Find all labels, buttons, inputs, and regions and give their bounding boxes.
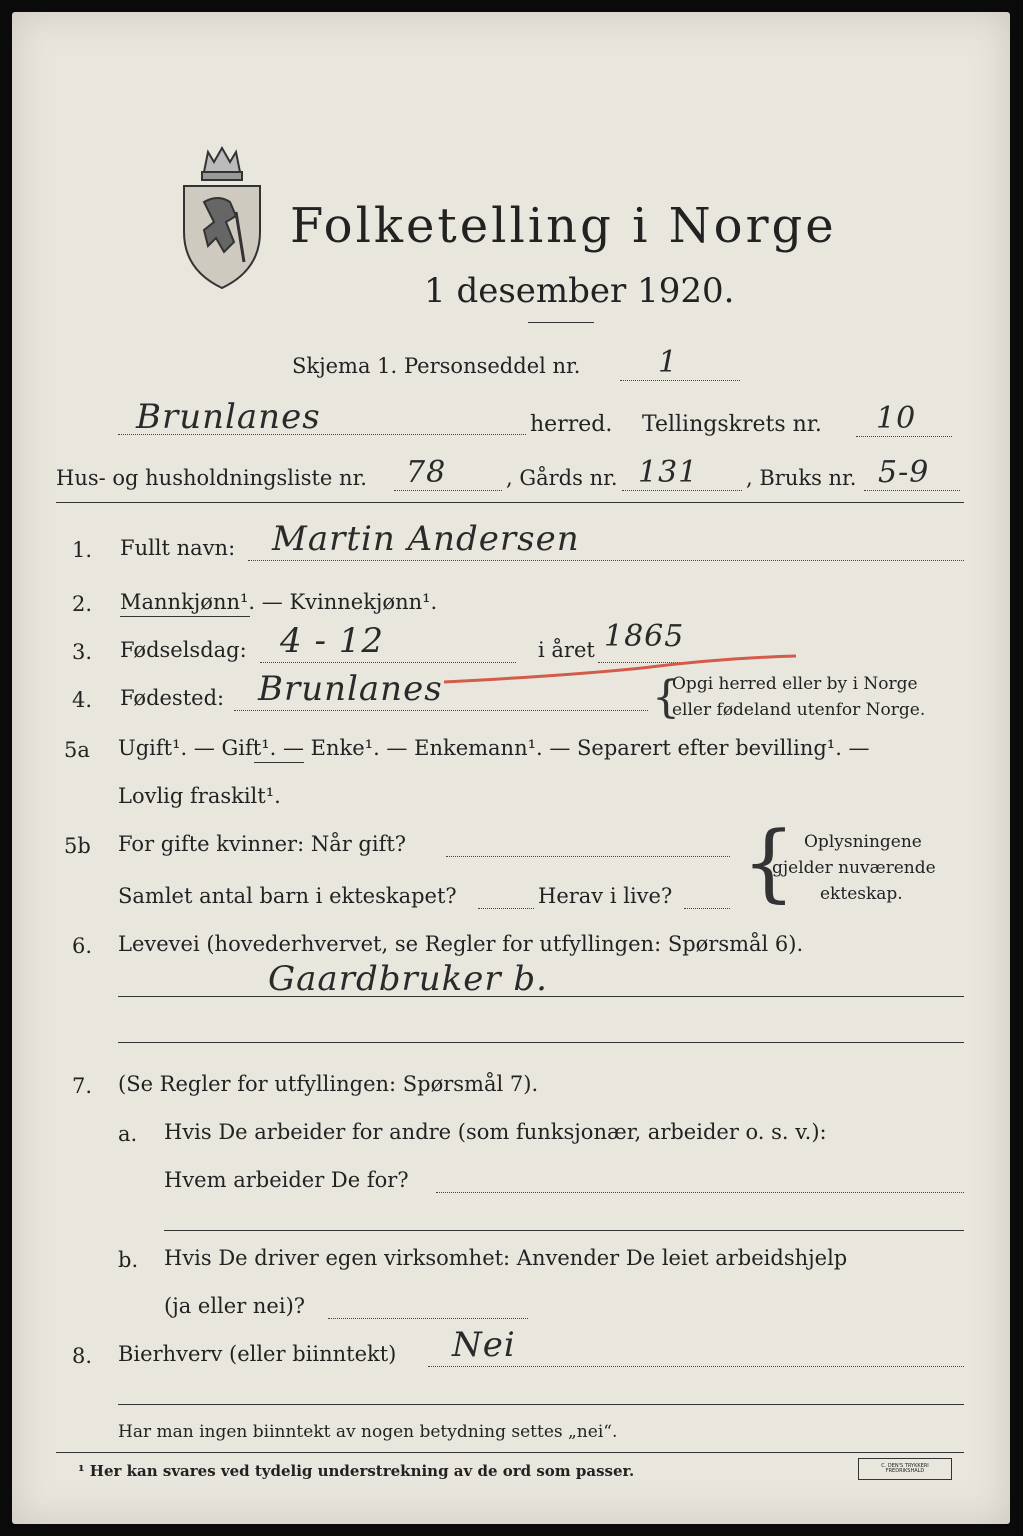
q5b-label-2: Samlet antal barn i ekteskapet? <box>118 884 457 908</box>
census-date: 1 desember 1920. <box>424 271 735 311</box>
q5a-gift-underline <box>254 762 304 763</box>
q5a-number: 5a <box>64 738 90 762</box>
personseddel-line <box>620 380 740 381</box>
tellingskrets-line <box>856 436 952 437</box>
q3-number: 3. <box>72 640 93 664</box>
gards-value[interactable]: 131 <box>638 455 699 490</box>
q4-note-1: Opgi herred eller by i Norge <box>672 674 918 694</box>
printer-stamp-text: C. DEN'S TRYKKERI FREDRIKSHALD <box>881 1462 929 1474</box>
q4-label: Fødested: <box>120 686 225 710</box>
q7a-line-2 <box>164 1230 964 1231</box>
hus-label: Hus- og husholdningsliste nr. <box>56 466 367 490</box>
q5b-line-1 <box>446 856 730 857</box>
q7a-line-1 <box>436 1192 964 1193</box>
q7b-letter: b. <box>118 1248 139 1272</box>
q4-note-2: eller fødeland utenfor Norge. <box>672 700 926 720</box>
footnote: ¹ Her kan svares ved tydelig understrekning av de ord som passer. <box>78 1462 635 1480</box>
footer-note: Har man ingen biinntekt av nogen betydning settes „nei“. <box>118 1422 618 1442</box>
q3-year-label: i året <box>538 638 595 662</box>
q7a-letter: a. <box>118 1122 138 1146</box>
personseddel-label: Personseddel nr. <box>404 354 581 378</box>
q8-number: 8. <box>72 1344 93 1368</box>
tellingskrets-label: Tellingskrets nr. <box>642 412 822 437</box>
q1-line <box>248 560 964 561</box>
hus-value[interactable]: 78 <box>406 455 447 490</box>
schema-label: Skjema 1. <box>292 354 398 378</box>
q8-line <box>428 1366 964 1367</box>
q1-number: 1. <box>72 538 93 562</box>
personseddel-value[interactable]: 1 <box>658 345 679 380</box>
q8-label: Bierhverv (eller biinntekt) <box>118 1342 397 1366</box>
q8-value[interactable]: Nei <box>452 1325 516 1365</box>
q4-value[interactable]: Brunlanes <box>258 669 443 709</box>
q7-number: 7. <box>72 1074 93 1098</box>
gards-line <box>622 490 742 491</box>
q4-line <box>234 710 648 711</box>
q2-number: 2. <box>72 592 93 616</box>
q6-line-1 <box>118 996 964 997</box>
herred-label: herred. <box>530 412 613 437</box>
q5b-number: 5b <box>64 834 91 858</box>
q5b-note-3: ekteskap. <box>820 884 903 904</box>
q5a-text-2: Lovlig fraskilt¹. <box>118 784 281 808</box>
q5b-line-3 <box>684 908 730 909</box>
q3-value[interactable]: 4 - 12 <box>280 621 384 661</box>
title-divider <box>528 322 594 323</box>
q2-text: Mannkjønn¹. — Kvinnekjønn¹. <box>120 590 438 614</box>
q5b-brace: { <box>742 813 796 911</box>
q7b-text-2: (ja eller nei)? <box>164 1294 306 1318</box>
q5b-line-2 <box>478 908 534 909</box>
q7a-text-2: Hvem arbeider De for? <box>164 1168 409 1192</box>
q5b-note-2: gjelder nuværende <box>772 858 936 878</box>
q5b-note-1: Oplysningene <box>804 832 922 852</box>
q4-number: 4. <box>72 688 93 712</box>
q5a-text: Ugift¹. — Gift¹. — Enke¹. — Enkemann¹. — Separert efter bevilling¹. — <box>118 736 870 760</box>
header-divider <box>56 502 964 503</box>
q7a-text: Hvis De arbeider for andre (som funksjonær, arbeider o. s. v.): <box>164 1120 827 1144</box>
printer-stamp <box>858 1458 952 1480</box>
q6-number: 6. <box>72 934 93 958</box>
bruks-label: , Bruks nr. <box>746 466 857 490</box>
herred-value[interactable]: Brunlanes <box>136 397 321 437</box>
q6-text: Levevei (hovederhvervet, se Regler for utfyllingen: Spørsmål 6). <box>118 932 804 956</box>
census-form-page <box>12 12 1010 1524</box>
q6-value[interactable]: Gaardbruker b. <box>268 959 548 999</box>
q6-line-2 <box>118 1042 964 1043</box>
q1-label: Fullt navn: <box>120 536 236 560</box>
q8-line-2 <box>118 1404 964 1405</box>
q5b-label-3: Herav i live? <box>538 884 673 908</box>
q3-year-value[interactable]: 1865 <box>604 619 685 654</box>
hus-line <box>394 490 502 491</box>
q7b-line <box>328 1318 528 1319</box>
q2-mannkjonn-underline <box>120 616 250 617</box>
footer-divider <box>56 1452 964 1453</box>
q5b-label-1: For gifte kvinner: Når gift? <box>118 832 407 856</box>
form-title: Folketelling i Norge <box>290 198 837 254</box>
gards-label: , Gårds nr. <box>506 466 618 490</box>
q3-label: Fødselsdag: <box>120 638 247 662</box>
norway-coat-of-arms-icon <box>174 142 270 292</box>
q4-brace: { <box>652 672 680 723</box>
tellingskrets-value[interactable]: 10 <box>876 401 917 436</box>
q1-value[interactable]: Martin Andersen <box>272 519 580 559</box>
q7b-text: Hvis De driver egen virksomhet: Anvender De leiet arbeidshjelp <box>164 1246 848 1270</box>
bruks-line <box>864 490 960 491</box>
q7-text: (Se Regler for utfyllingen: Spørsmål 7). <box>118 1072 539 1096</box>
bruks-value[interactable]: 5-9 <box>878 455 930 490</box>
